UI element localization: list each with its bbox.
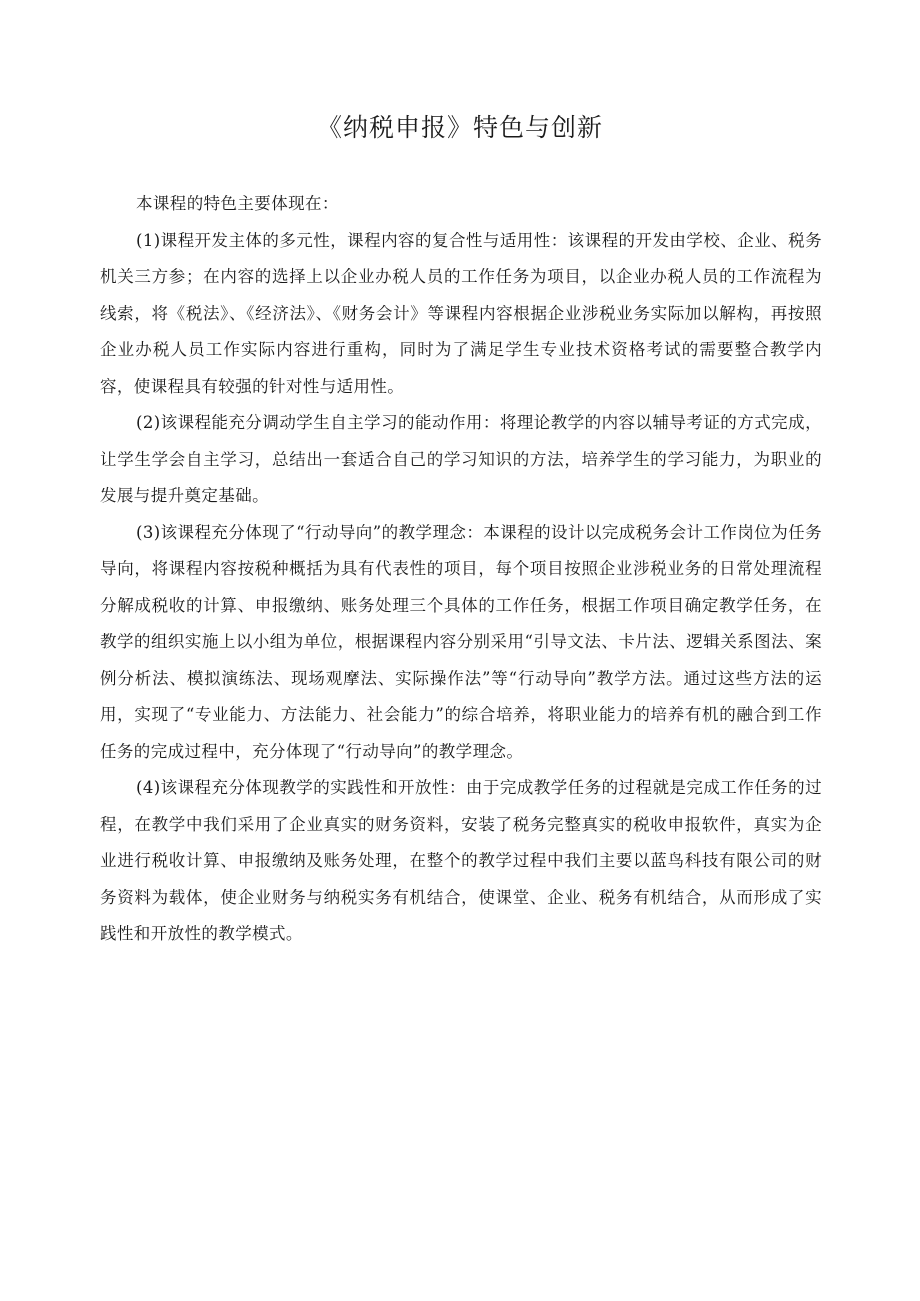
document-body (100, 186, 822, 953)
paragraph-4: (4)该课程充分体现教学的实践性和开放性：由于完成教学任务的过程就是完成工作任务的过程，在教学中我们采用了企业真实的财务资料，安装了税务完整真实的税收申报软件，真实为企业进行税收计算、申报缴纳及账务处理，在整个的教学过程中我们主要以蓝鸟科技有限公司的财务资料为载体，使企业财务与纳税实务有机结合，使课堂、企业、税务有机结合，从而形成了实践性和开放性的教学模式。 (100, 778, 822, 943)
page-title: 《纳税申报》特色与创新 (316, 113, 603, 142)
paragraph-3: (3)该课程充分体现了“行动导向”的教学理念：本课程的设计以完成税务会计工作岗位为任务导向，将课程内容按税种概括为具有代表性的项目，每个项目按照企业涉税业务的日常处理流程分解成税收的计算、申报缴纳、账务处理三个具体的工作任务，根据工作项目确定教学任务，在教学的组织实施上以小组为单位，根据课程内容分别采用“引导文法、卡片法、逻辑关系图法、案例分析法、模拟演练法、现场观摩法、实际操作法”等“行动导向”教学方法。通过这些方法的运用，实现了“专业能力、方法能力、社会能力”的综合培养，将职业能力的培养有机的融合到工作任务的完成过程中，充分体现了“行动导向”的教学理念。 (100, 522, 822, 761)
paragraph-1: (1)课程开发主体的多元性，课程内容的复合性与适用性：该课程的开发由学校、企业、税务机关三方参；在内容的选择上以企业办税人员的工作任务为项目，以企业办税人员的工作流程为线索，将《税法》、《经济法》、《财务会计》等课程内容根据企业涉税业务实际加以解构，再按照企业办税人员工作实际内容进行重构，同时为了满足学生专业技术资格考试的需要整合教学内容，使课程具有较强的针对性与适用性。 (100, 230, 822, 396)
intro-paragraph: 本课程的特色主要体现在： (136, 194, 339, 213)
paragraph-2: (2)该课程能充分调动学生自主学习的能动作用：将理论教学的内容以辅导考证的方式完成，让学生学会自主学习，总结出一套适合自己的学习知识的方法，培养学生的学习能力，为职业的发展与提升奠定基础。 (100, 413, 822, 505)
